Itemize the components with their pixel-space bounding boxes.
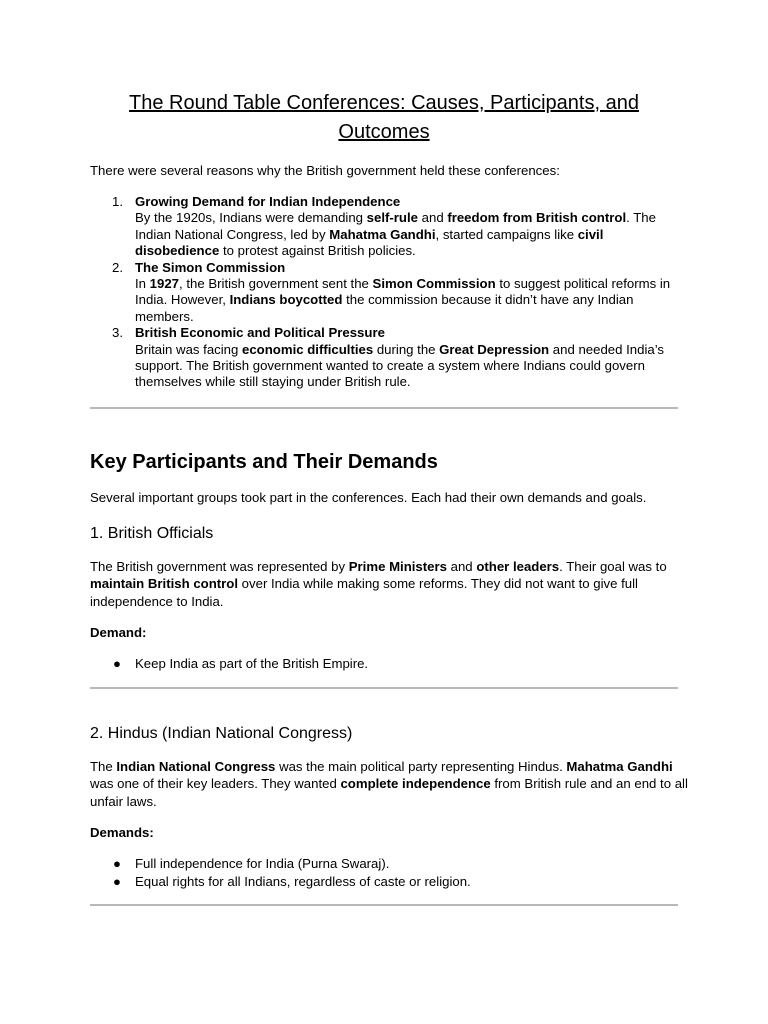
british-demand-list (90, 655, 368, 673)
text-run: . The Indian National Congress, led by (135, 210, 656, 242)
bold-run: other leaders (476, 559, 560, 574)
participants-heading: Key Participants and Their Demands (90, 451, 438, 473)
bold-run: Indians boycotted (229, 292, 343, 308)
text-run: and needed India’s support. The British government wanted to create a system where Indians could govern themselves while still staying under British rule. (135, 341, 664, 390)
british-officials-paragraph (90, 558, 690, 610)
bullet-icon: ● (113, 656, 121, 671)
bold-run: Simon Commission (372, 276, 496, 292)
list-item (90, 855, 471, 873)
hindus-demands-list (90, 855, 471, 890)
text-run: to suggest political reforms in India. However, (135, 276, 671, 308)
text-run: The (90, 759, 117, 774)
reason-heading: British Economic and Political Pressure (135, 325, 385, 341)
reason-item-3 (90, 325, 690, 391)
text-run: In (135, 276, 150, 292)
bold-run: complete independence (340, 776, 491, 792)
text-run: By the 1920s, Indians were demanding (135, 210, 367, 226)
text-run: , started campaigns like (435, 226, 578, 242)
text-run: Britain was facing (135, 341, 243, 357)
list-number: 3. (112, 325, 123, 341)
bold-run: Mahatma Gandhi (329, 226, 436, 242)
text-run: was one of their key leaders. They wanted (90, 776, 341, 792)
participants-intro: Several important groups took part in the conferences. Each had their own demands and goals. (90, 490, 647, 505)
text-run: was the main political party representing Hindus. (275, 759, 567, 774)
bold-run: freedom from British control (447, 210, 627, 226)
divider (90, 904, 678, 906)
bullet-text: Full independence for India (Purna Swaraj). (135, 856, 390, 871)
bold-run: self-rule (366, 210, 418, 226)
bold-run: 1927 (149, 276, 180, 292)
list-item (90, 873, 471, 891)
hindus-paragraph (90, 758, 690, 810)
bold-run: economic difficulties (242, 341, 374, 357)
british-demand-label: Demand: (90, 625, 147, 640)
document-title: The Round Table Conferences: Causes, Participants, and Outcomes (129, 92, 639, 143)
bullet-icon: ● (113, 856, 121, 871)
british-officials-heading: 1. British Officials (90, 525, 214, 542)
reason-item-1 (90, 194, 690, 260)
text-run: and (446, 559, 477, 574)
divider (90, 687, 678, 689)
bold-run: Prime Ministers (348, 559, 447, 574)
text-run: the commission because it didn’t have any Indian members. (135, 292, 634, 324)
divider (90, 407, 678, 409)
bullet-text: Keep India as part of the British Empire. (135, 656, 369, 671)
text-run: over India while making some reforms. They did not want to give full independence to India. (90, 576, 638, 609)
list-item (90, 655, 368, 673)
bold-run: civil disobedience (135, 226, 604, 259)
reason-heading: The Simon Commission (135, 259, 286, 275)
text-run: , the British government sent the (179, 276, 373, 292)
text-run: and (417, 210, 448, 226)
bold-run: maintain British control (90, 576, 239, 592)
reason-item-2 (90, 260, 690, 326)
text-run: The British government was represented by (90, 559, 349, 574)
reason-heading: Growing Demand for Indian Independence (135, 194, 401, 209)
bold-run: Great Depression (439, 341, 550, 357)
hindus-demands-label: Demands: (90, 825, 154, 840)
bullet-text: Equal rights for all Indians, regardless of caste or religion. (135, 873, 471, 889)
text-run: to protest against British policies. (219, 243, 416, 259)
text-run: during the (373, 341, 440, 357)
bold-run: Indian National Congress (116, 759, 276, 774)
text-run: from British rule and an end to all unfair laws. (90, 776, 688, 809)
text-run: . Their goal was to (559, 559, 667, 574)
list-number: 1. (112, 194, 123, 209)
bullet-icon: ● (113, 873, 121, 889)
intro-paragraph: There were several reasons why the British government held these conferences: (90, 163, 560, 178)
hindus-heading: 2. Hindus (Indian National Congress) (90, 725, 353, 742)
bold-run: Mahatma Gandhi (566, 759, 673, 774)
reasons-list (90, 194, 690, 391)
list-number: 2. (112, 259, 123, 275)
